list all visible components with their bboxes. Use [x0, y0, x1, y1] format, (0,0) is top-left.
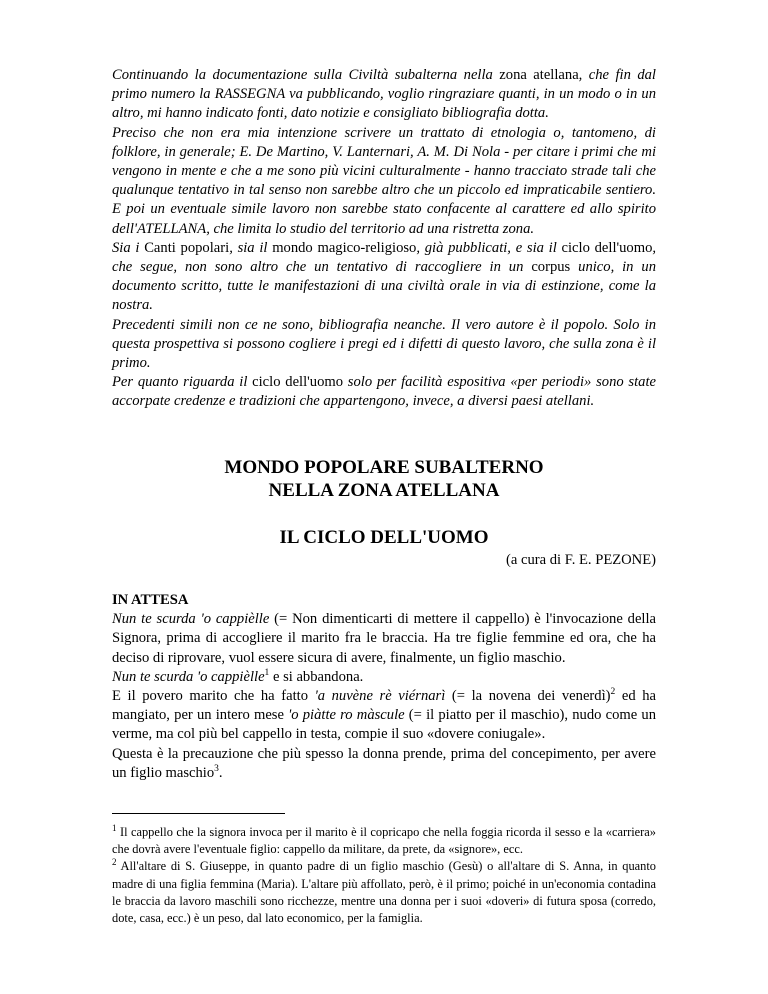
body-paragraph: Nun te scurda 'o cappièlle (= Non dimenticarti di mettere il cappello) è l'invocazione della Signora, prima di accogliere il marito fra le braccia. Ha tre figlie femmine ed ora, che ha deciso di riprovare, vuol essere sicura di avere, finalmente, un figlio maschio. — [112, 611, 657, 666]
intro-paragraph: Continuando la documentazione sulla Civiltà subalterna nella zona atellana, che fin dal primo numero la RASSEGNA va pubblicando, voglio ringraziare quanti, in un modo o in un altro, mi hanno indicato fonti, dato notizie e consigliato bibliografia dotta. — [112, 67, 656, 122]
body-paragraph: Questa è la precauzione che più spesso la donna prende, prima del concepimento, per avere un figlio maschio$^3$. — [112, 745, 656, 781]
body-paragraph: Nun te scurda 'o cappièlle$^1$ e si abbandona. — [112, 667, 364, 685]
footnotes — [112, 824, 656, 927]
footnote-number: 2 — [112, 857, 117, 868]
introduction — [112, 66, 656, 412]
footnote: $^2$ All'altare di S. Giuseppe, in quanto padre di un figlio maschio (Gesù) o all'altare di S. Anna, in quanto madre di una figlia femmina (Maria). L'altare più affollato, però, è il primo; poiché in un'economia contadina le braccia da lavoro maschili sono ricchezze, mentre una donna per i suoi «doveri» di futura sposa (corredo, dote, casa, ecc.) è un peso, dal lato economico, per la famiglia. — [112, 857, 656, 926]
footnote-divider — [112, 813, 285, 814]
title-line-1: MONDO POPOLARE SUBALTERNO — [224, 457, 544, 478]
body-paragraph: E il povero marito che ha fatto 'a nuvène rè viérnarì (= la novena dei venerdì)$^2$ ed ha mangiato, per un intero mese 'o piàtte ro màscule (= il piatto per il maschio), nudo come un verme, ma col più bel cappello in testa, compie il suo «dovere coniugale». — [112, 687, 656, 743]
intro-paragraph: Preciso che non era mia intenzione scrivere un trattato di etnologia o, tantomeno, di folklore, in generale; E. De Martino, V. Lanternari, A. M. Di Nola - per citare i primi che mi vengono in mente e che a me sono più vicini culturalmente - hanno tracciato strade tali che qualunque tentativo in tal senso non sarebbe altro che un piccolo ed impraticabile sentiero. E poi un eventuale simile lavoro non sarebbe stato confacente al carattere ed allo spirito dell'ATELLANA, che limita lo studio del territorio ad una ristretta zona. — [112, 124, 656, 237]
title-line-2: NELLA ZONA ATELLANA — [268, 480, 500, 501]
footnote-ref: 1 — [264, 667, 270, 678]
subtitle: IL CICLO DELL'UOMO — [279, 527, 489, 548]
section-heading: IN ATTESA — [112, 592, 189, 608]
footnote-number: 1 — [112, 822, 117, 833]
section-body — [112, 591, 656, 783]
footnote: $^1$ Il cappello che la signora invoca per il marito è il copricapo che nella foggia ricorda il sesso e la «carriera» che dovrà avere l'eventuale figlio: cappello da militare, da prete, da «signore», ecc. — [112, 822, 656, 857]
footnote-ref: 2 — [610, 687, 616, 698]
intro-paragraph: Precedenti simili non ce ne sono, bibliografia neanche. Il vero autore è il popolo. Solo in questa prospettiva si possono cogliere i pregi ed i difetti di questo lavoro, che sulla zona è il primo. — [112, 316, 656, 372]
curator-credit: (a cura di F. E. PEZONE) — [506, 552, 656, 568]
footnote-ref: 3 — [214, 763, 219, 774]
intro-paragraph: Per quanto riguarda il ciclo dell'uomo solo per facilità espositiva «per periodi» sono state accorpate credenze e tradizioni che appartengono, invece, a diversi paesi atellani. — [112, 374, 656, 410]
main-title — [112, 456, 656, 502]
intro-paragraph: Sia i Canti popolari, sia il mondo magico-religioso, già pubblicati, e sia il ciclo dell'uomo, che segue, non sono altro che un tentativo di raccogliere in un corpus unico, in un documento scritto, tutte le manifestazioni di una civiltà orale in via di estinzione, come la nostra. — [112, 239, 657, 314]
